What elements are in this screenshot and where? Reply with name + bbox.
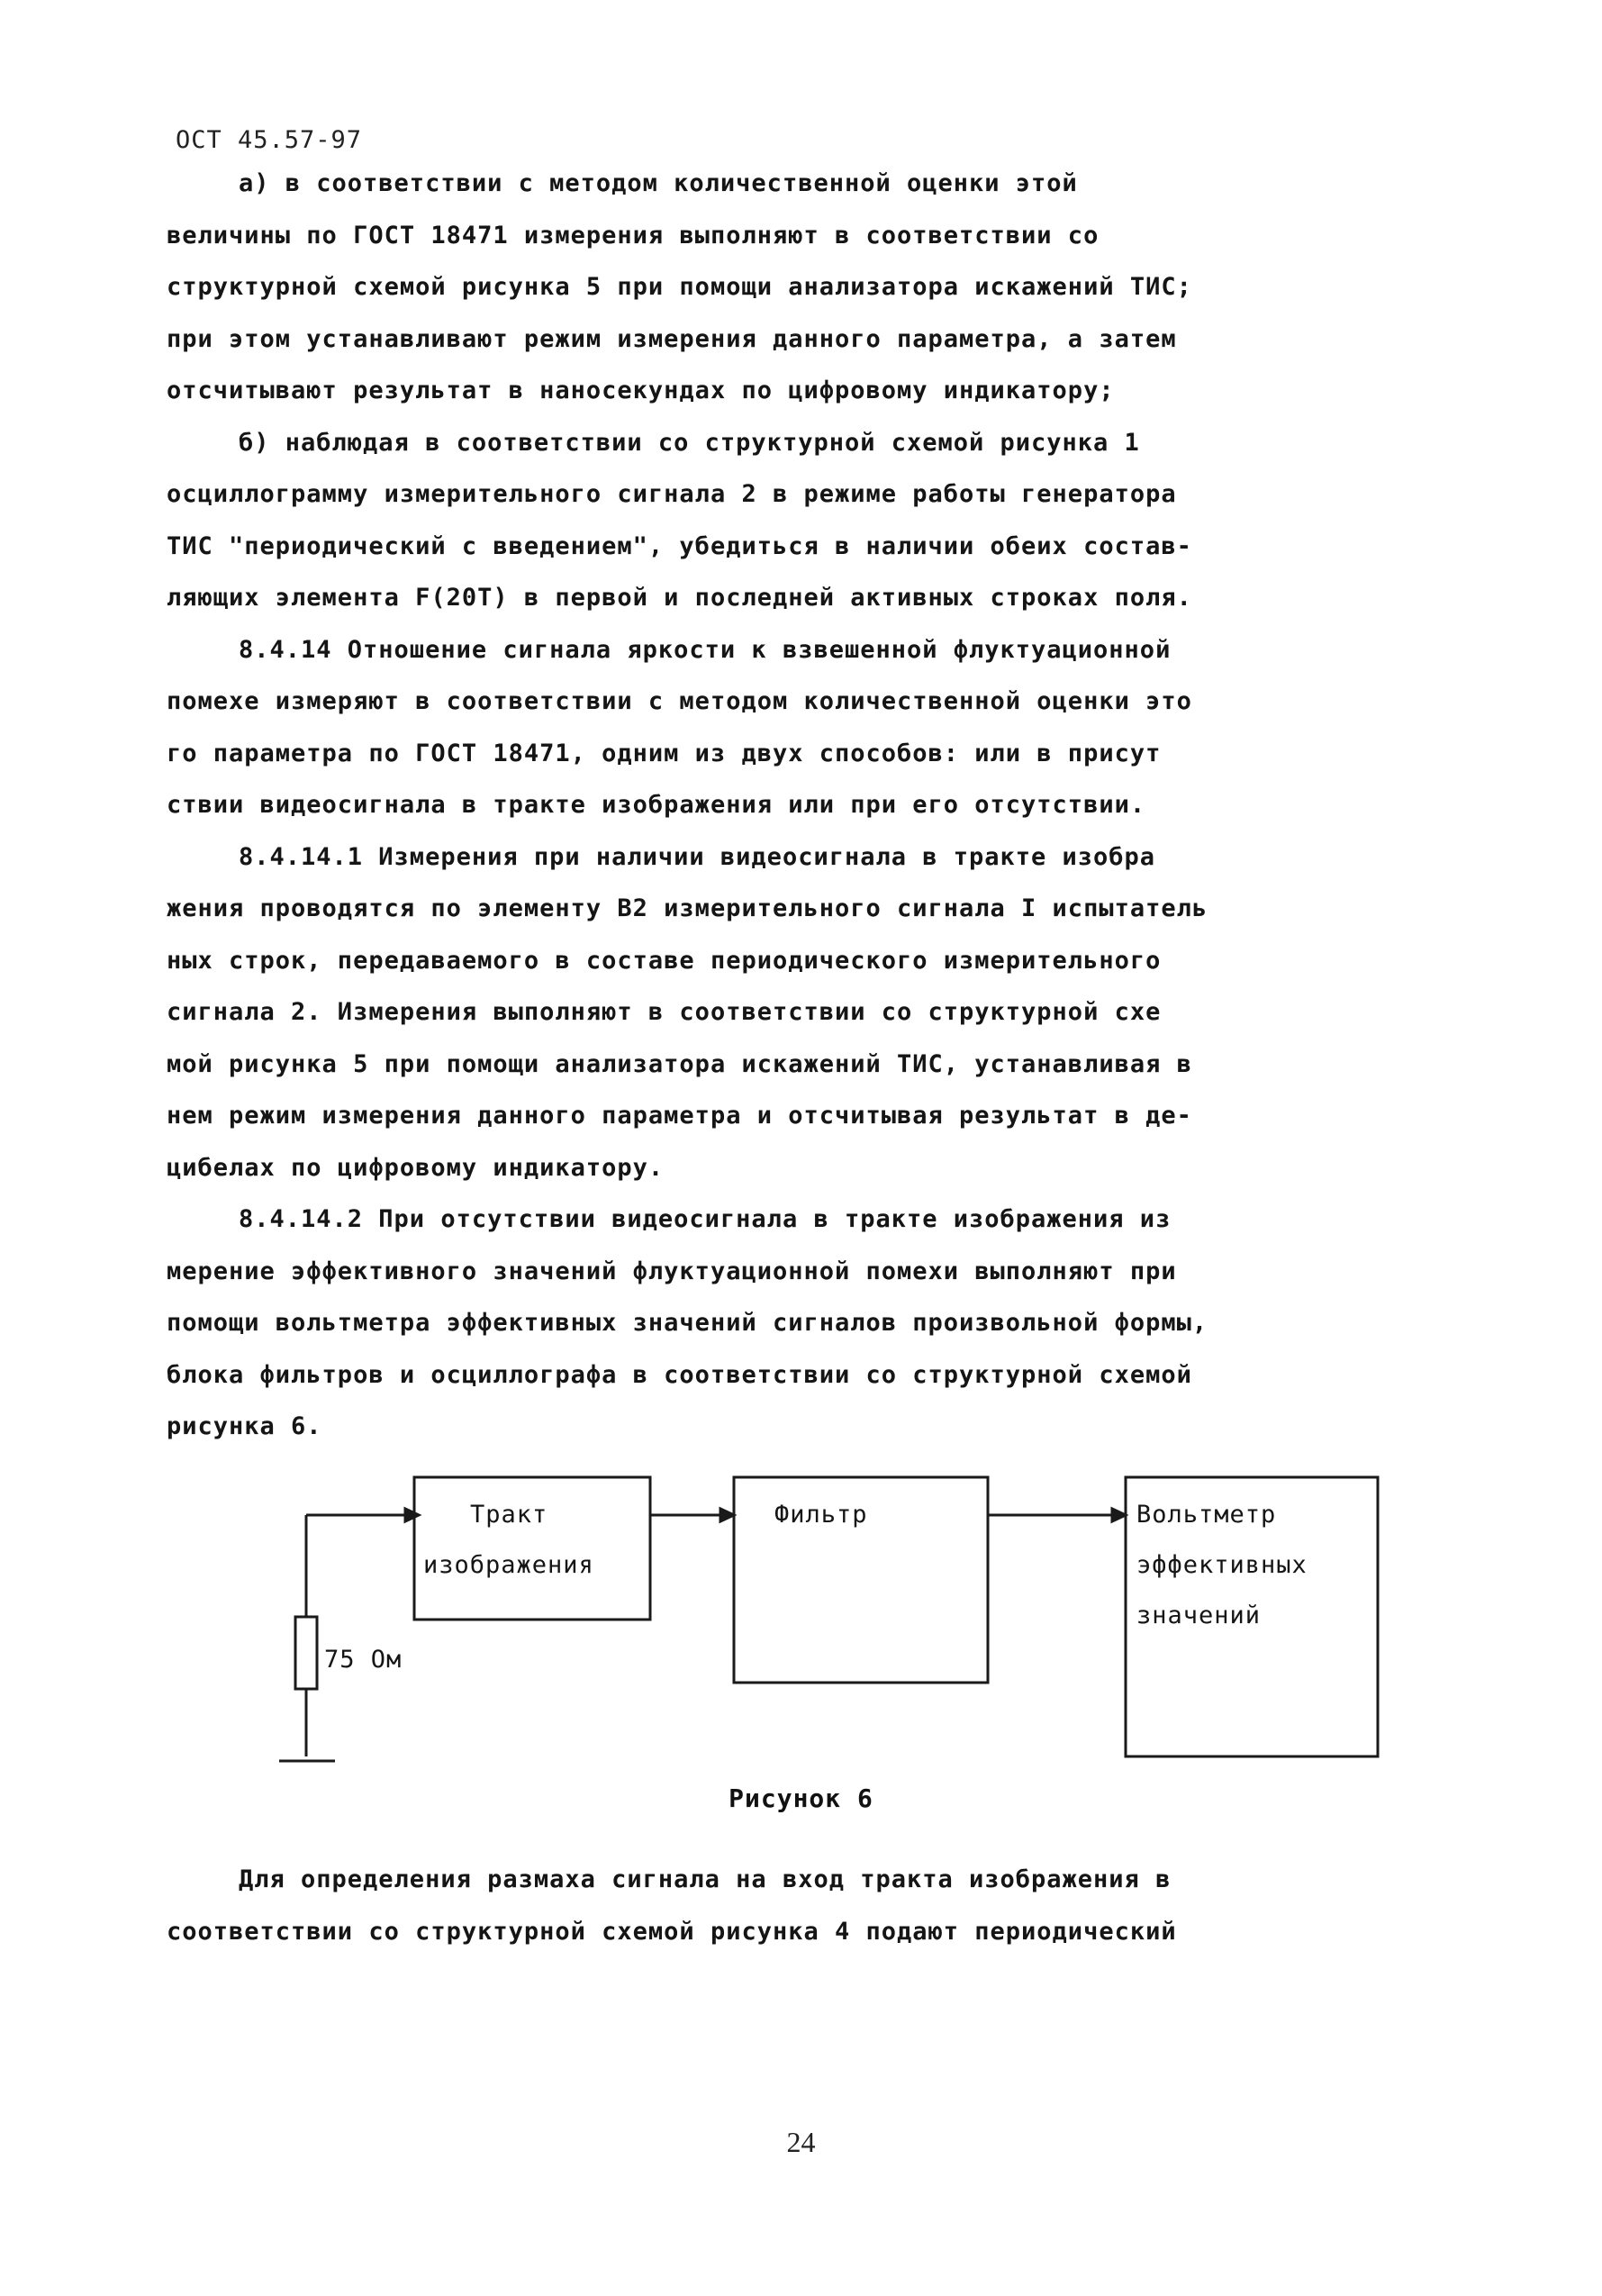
paragraph [167, 1854, 1445, 1957]
text-line: мерение эффективного значений флуктуационной помехи выполняют при [167, 1257, 1177, 1285]
text-line: структурной схемой рисунка 5 при помощи анализатора искажений ТИС; [167, 273, 1192, 301]
text-line: ствии видеосигнала в тракте изображения или при его отсутствии. [167, 791, 1146, 819]
text-line: б) наблюдая в соответствии со структурной схемой рисунка 1 [239, 428, 1140, 457]
figure-caption: Рисунок 6 [729, 1783, 873, 1813]
text-line: 8.4.14.2 При отсутствии видеосигнала в тракте изображения из [239, 1205, 1172, 1233]
text-line: а) в соответствии с методом количественной оценки этой [239, 169, 1078, 197]
text-line: осциллограмму измерительного сигнала 2 в режиме работы генератора [167, 480, 1177, 508]
text-line: помощи вольтметра эффективных значений сигналов произвольной формы, [167, 1309, 1208, 1337]
block-filter-label: Фильтр [774, 1501, 868, 1529]
block-tract-line1: Тракт [470, 1501, 548, 1529]
body-text-top [167, 158, 1445, 1453]
text-line: 8.4.14 Отношение сигнала яркости к взвешенной флуктуационной [239, 635, 1172, 664]
text-line: цибелах по цифровому индикатору. [167, 1153, 665, 1182]
paragraph [167, 1193, 1445, 1453]
page-number: 24 [786, 2126, 816, 2158]
text-line: жения проводятся по элементу B2 измерительного сигнала I испытатель [167, 894, 1208, 922]
text-line: ных строк, передаваемого в составе периодического измерительного [167, 946, 1162, 975]
diagram-lines [270, 1459, 1468, 1783]
text-line: мой рисунка 5 при помощи анализатора искажений ТИС, устанавливая в [167, 1049, 1192, 1078]
block-voltmeter-line2: эффективных [1136, 1551, 1308, 1579]
document-code: ОСТ 45.57-97 [176, 126, 363, 154]
body-text-bottom [167, 1854, 1445, 1957]
text-line: 8.4.14.1 Измерения при наличии видеосигнала в тракте изобра [239, 842, 1156, 871]
block-voltmeter-line3: значений [1136, 1602, 1262, 1629]
block-tract-line2: изображения [423, 1551, 594, 1579]
text-line: отсчитывают результат в наносекундах по цифровому индикатору; [167, 377, 1115, 404]
text-line: нем режим измерения данного параметра и отсчитывая результат в де- [167, 1102, 1192, 1130]
text-line: ТИС "периодический с введением", убедиться в наличии обеих состав- [167, 531, 1192, 560]
resistor-label: 75 Ом [324, 1646, 403, 1674]
text-line: Для определения размаха сигнала на вход тракта изображения в [239, 1865, 1172, 1893]
text-line: рисунка 6. [167, 1412, 322, 1440]
block-voltmeter-line1: Вольтметр [1136, 1501, 1277, 1529]
text-line: ляющих элемента F(20T) в первой и последней активных строках поля. [167, 584, 1192, 612]
block-diagram [270, 1459, 1468, 1783]
paragraph [167, 417, 1445, 624]
text-line: при этом устанавливают режим измерения данного параметра, а затем [167, 324, 1177, 353]
paragraph [167, 831, 1445, 1194]
text-line: го параметра по ГОСТ 18471, одним из двух способов: или в присут [167, 739, 1162, 767]
paragraph [167, 624, 1445, 831]
text-line: соответствии со структурной схемой рисунка 4 подают периодический [167, 1917, 1177, 1946]
text-line: блока фильтров и осциллографа в соответствии со структурной схемой [167, 1360, 1192, 1389]
text-line: сигнала 2. Измерения выполняют в соответствии со структурной схе [167, 998, 1162, 1026]
paragraph [167, 158, 1445, 417]
text-line: помехе измеряют в соответствии с методом количественной оценки это [167, 687, 1192, 715]
text-line: величины по ГОСТ 18471 измерения выполняют в соответствии со [167, 221, 1100, 250]
